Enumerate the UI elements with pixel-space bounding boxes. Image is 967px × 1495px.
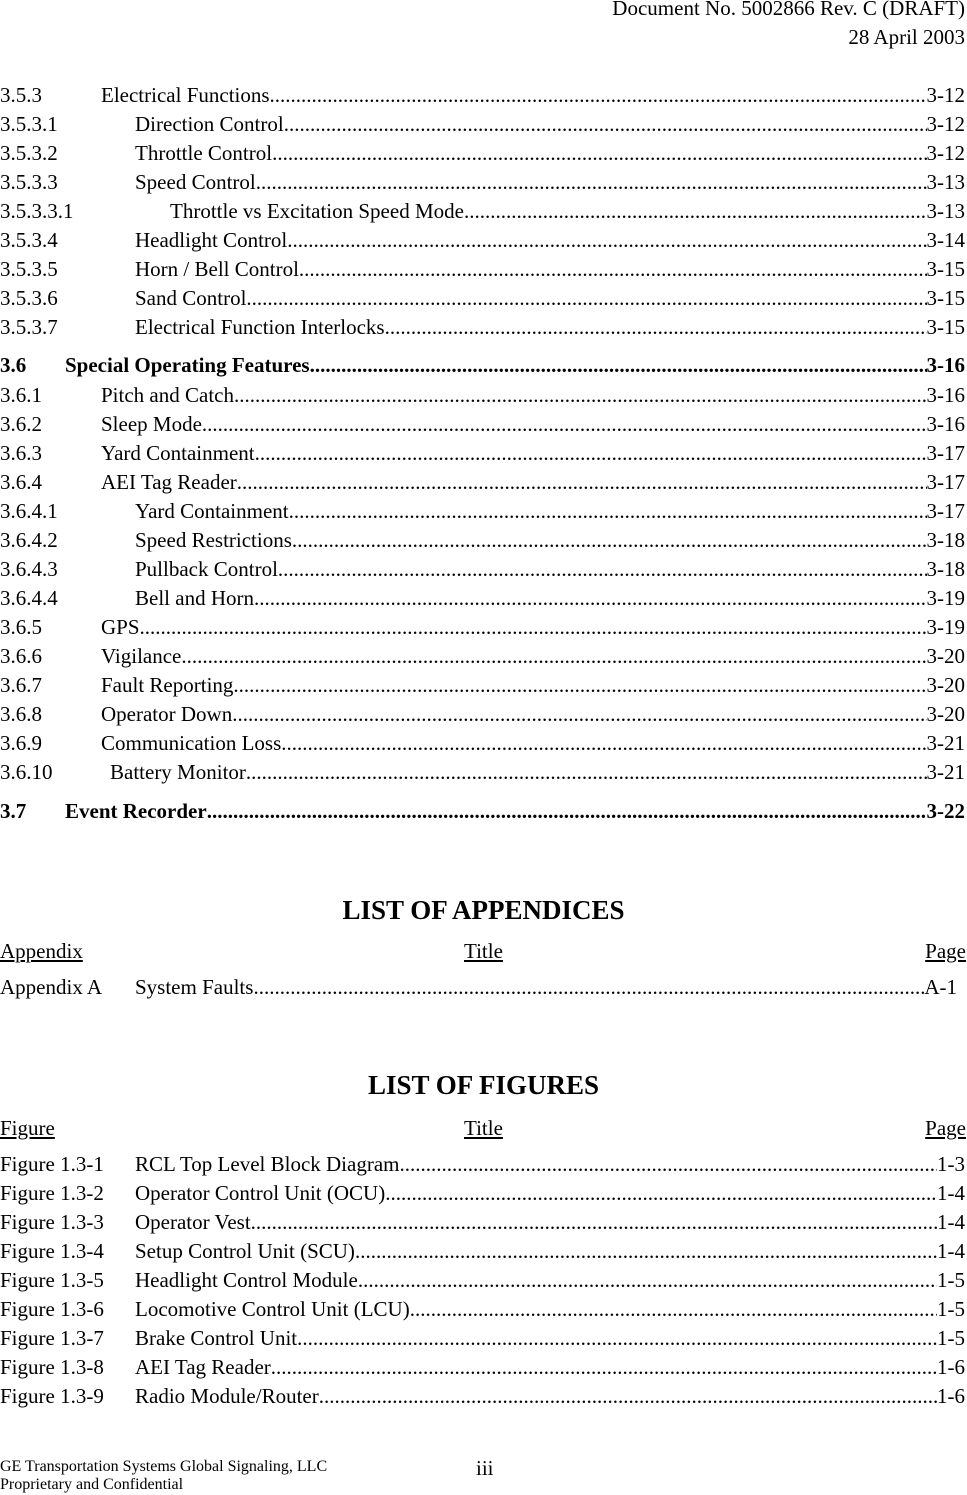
dot-leader bbox=[299, 255, 927, 284]
entry-page: 3-13 bbox=[926, 199, 965, 223]
entry-number: Figure 1.3-7 bbox=[0, 1326, 104, 1350]
toc-entry bbox=[0, 613, 965, 642]
figure-entry bbox=[0, 1353, 965, 1382]
figure-entry bbox=[0, 1150, 965, 1179]
dot-leader bbox=[270, 81, 927, 110]
entry-title: Throttle Control bbox=[135, 141, 273, 165]
dot-leader bbox=[281, 729, 926, 758]
entry-number: 3.5.3.2 bbox=[0, 141, 58, 165]
dot-leader bbox=[399, 1150, 937, 1179]
figures-column-headers bbox=[0, 1114, 966, 1143]
entry-page: 1-6 bbox=[937, 1384, 965, 1408]
toc-entry bbox=[0, 168, 965, 197]
document-number: Document No. 5002866 Rev. C (DRAFT) bbox=[612, 0, 965, 20]
toc-entry bbox=[0, 197, 965, 226]
entry-number: 3.6.9 bbox=[0, 731, 42, 755]
toc-entry bbox=[0, 700, 965, 729]
dot-leader bbox=[278, 555, 927, 584]
entry-number: Figure 1.3-4 bbox=[0, 1239, 104, 1263]
dot-leader bbox=[385, 1179, 937, 1208]
dot-leader bbox=[253, 973, 924, 1002]
entry-title: AEI Tag Reader bbox=[135, 1355, 271, 1379]
entry-page: 3-15 bbox=[926, 286, 965, 310]
entry-title: Fault Reporting bbox=[101, 673, 234, 697]
entry-title: Special Operating Features bbox=[65, 353, 310, 377]
dot-leader bbox=[272, 139, 926, 168]
dot-leader bbox=[319, 1382, 937, 1411]
entry-number: 3.6.1 bbox=[0, 383, 42, 407]
appendices-heading: LIST OF APPENDICES bbox=[342, 895, 625, 925]
dot-leader bbox=[246, 284, 926, 313]
entry-title: Direction Control bbox=[135, 112, 284, 136]
entry-page: 3-14 bbox=[926, 228, 965, 252]
entry-number: 3.5.3.7 bbox=[0, 315, 58, 339]
figure-entry bbox=[0, 1266, 965, 1295]
entry-page: 3-19 bbox=[926, 615, 965, 639]
entry-number: 3.6.6 bbox=[0, 644, 42, 668]
entry-number: Figure 1.3-5 bbox=[0, 1268, 104, 1292]
entry-page: 1-5 bbox=[937, 1268, 965, 1292]
entry-page: 3-15 bbox=[926, 257, 965, 281]
entry-title: System Faults bbox=[135, 975, 254, 999]
dot-leader bbox=[246, 758, 927, 787]
entry-page: 3-17 bbox=[926, 441, 965, 465]
dot-leader bbox=[181, 642, 926, 671]
dot-leader bbox=[202, 410, 927, 439]
figures-heading: LIST OF FIGURES bbox=[367, 1070, 600, 1100]
dot-leader bbox=[271, 1353, 937, 1382]
entry-number: Appendix A bbox=[0, 975, 103, 999]
entry-number: 3.6.4.4 bbox=[0, 586, 58, 610]
entry-number: 3.6.4.3 bbox=[0, 557, 58, 581]
entry-page: 3-20 bbox=[926, 702, 965, 726]
toc-entry bbox=[0, 255, 965, 284]
entry-title: GPS bbox=[101, 615, 140, 639]
toc-entry bbox=[0, 139, 965, 168]
title-column-header: Title bbox=[464, 1116, 503, 1140]
entry-page: 1-4 bbox=[937, 1239, 965, 1263]
entry-page: 3-18 bbox=[926, 557, 965, 581]
figure-entry bbox=[0, 1179, 965, 1208]
entry-number: 3.6.4 bbox=[0, 470, 42, 494]
entry-number: 3.6 bbox=[0, 353, 27, 377]
toc-entry bbox=[0, 797, 965, 826]
entry-number: 3.6.3 bbox=[0, 441, 42, 465]
toc-entry bbox=[0, 526, 965, 555]
document-date: 28 April 2003 bbox=[848, 25, 965, 49]
entry-page: 3-16 bbox=[926, 353, 965, 377]
entry-page: 1-4 bbox=[937, 1181, 965, 1205]
entry-title: Pullback Control bbox=[135, 557, 278, 581]
entry-title: Operator Control Unit (OCU) bbox=[135, 1181, 386, 1205]
page-column-header: Page bbox=[925, 939, 966, 963]
toc-entry bbox=[0, 439, 965, 468]
entry-title: Yard Containment bbox=[135, 499, 289, 523]
footer-company: GE Transportation Systems Global Signaling, LLC bbox=[0, 1458, 328, 1475]
entry-number: 3.5.3.1 bbox=[0, 112, 58, 136]
toc-entry bbox=[0, 110, 965, 139]
entry-title: Sand Control bbox=[135, 286, 247, 310]
entry-page: 3-16 bbox=[926, 383, 965, 407]
entry-page: 3-12 bbox=[926, 83, 965, 107]
entry-page: 3-18 bbox=[926, 528, 965, 552]
entry-number: 3.6.4.2 bbox=[0, 528, 58, 552]
entry-title: Brake Control Unit bbox=[135, 1326, 298, 1350]
entry-number: 3.5.3 bbox=[0, 83, 42, 107]
entry-number: Figure 1.3-9 bbox=[0, 1384, 104, 1408]
dot-leader bbox=[355, 1237, 937, 1266]
toc-entry bbox=[0, 758, 965, 787]
entry-number: 3.6.4.1 bbox=[0, 499, 58, 523]
toc-entry bbox=[0, 584, 965, 613]
toc-entry bbox=[0, 671, 965, 700]
entry-number: Figure 1.3-6 bbox=[0, 1297, 104, 1321]
entry-page: 3-20 bbox=[926, 644, 965, 668]
entry-number: 3.5.3.5 bbox=[0, 257, 58, 281]
dot-leader bbox=[385, 313, 927, 342]
page-column-header: Page bbox=[925, 1116, 966, 1140]
dot-leader bbox=[251, 1208, 937, 1237]
entry-number: Figure 1.3-2 bbox=[0, 1181, 104, 1205]
entry-number: Figure 1.3-1 bbox=[0, 1152, 104, 1176]
entry-number: 3.5.3.6 bbox=[0, 286, 58, 310]
entry-title: Headlight Control Module bbox=[135, 1268, 358, 1292]
figure-entry bbox=[0, 1324, 965, 1353]
entry-number: 3.6.2 bbox=[0, 412, 42, 436]
entry-title: Operator Down bbox=[101, 702, 233, 726]
entry-page: 1-5 bbox=[937, 1297, 965, 1321]
entry-page: 3-12 bbox=[926, 141, 965, 165]
entry-number: 3.6.10 bbox=[0, 760, 53, 784]
entry-page: 3-22 bbox=[926, 799, 965, 823]
dot-leader bbox=[232, 700, 926, 729]
dot-leader bbox=[289, 497, 927, 526]
entry-title: Communication Loss bbox=[101, 731, 282, 755]
entry-title: Event Recorder bbox=[65, 799, 207, 823]
appendix-column-header: Appendix bbox=[0, 939, 83, 963]
dot-leader bbox=[410, 1295, 937, 1324]
dot-leader bbox=[358, 1266, 937, 1295]
toc-entry bbox=[0, 729, 965, 758]
entry-number: 3.6.7 bbox=[0, 673, 42, 697]
toc-entry bbox=[0, 555, 965, 584]
entry-page: A-1 bbox=[924, 975, 957, 999]
entry-title: Electrical Functions bbox=[101, 83, 270, 107]
dot-leader bbox=[207, 797, 927, 826]
title-column-header: Title bbox=[464, 939, 503, 963]
figure-entry bbox=[0, 1295, 965, 1324]
entry-page: 3-12 bbox=[926, 112, 965, 136]
entry-title: RCL Top Level Block Diagram bbox=[135, 1152, 400, 1176]
entry-title: Setup Control Unit (SCU) bbox=[135, 1239, 355, 1263]
entry-number: 3.5.3.3 bbox=[0, 170, 58, 194]
toc-entry bbox=[0, 284, 965, 313]
entry-title: Electrical Function Interlocks bbox=[135, 315, 385, 339]
appendix-entry bbox=[0, 973, 957, 1002]
entry-title: Locomotive Control Unit (LCU) bbox=[135, 1297, 410, 1321]
dot-leader bbox=[310, 351, 927, 380]
entry-page: 3-16 bbox=[926, 412, 965, 436]
dot-leader bbox=[287, 226, 926, 255]
dot-leader bbox=[234, 381, 927, 410]
toc-entry bbox=[0, 642, 965, 671]
entry-title: Horn / Bell Control bbox=[135, 257, 299, 281]
footer-confidential: Proprietary and Confidential bbox=[0, 1476, 184, 1493]
entry-page: 1-4 bbox=[937, 1210, 965, 1234]
entry-title: Bell and Horn bbox=[135, 586, 254, 610]
entry-page: 3-21 bbox=[926, 731, 965, 755]
entry-title: Speed Restrictions bbox=[135, 528, 292, 552]
entry-page: 1-3 bbox=[937, 1152, 965, 1176]
entry-title: Vigilance bbox=[101, 644, 182, 668]
entry-number: 3.6.8 bbox=[0, 702, 42, 726]
dot-leader bbox=[237, 468, 927, 497]
entry-title: AEI Tag Reader bbox=[101, 470, 237, 494]
entry-title: Pitch and Catch bbox=[101, 383, 234, 407]
toc-entry bbox=[0, 381, 965, 410]
entry-number: 3.6.5 bbox=[0, 615, 42, 639]
page-number: iii bbox=[476, 1456, 494, 1480]
entry-page: 1-5 bbox=[937, 1326, 965, 1350]
dot-leader bbox=[255, 439, 927, 468]
entry-number: Figure 1.3-3 bbox=[0, 1210, 104, 1234]
entry-title: Throttle vs Excitation Speed Mode bbox=[170, 199, 464, 223]
entry-page: 3-21 bbox=[926, 760, 965, 784]
toc-entry bbox=[0, 313, 965, 342]
toc-entry bbox=[0, 226, 965, 255]
dot-leader bbox=[233, 671, 926, 700]
dot-leader bbox=[292, 526, 927, 555]
entry-number: 3.7 bbox=[0, 799, 27, 823]
entry-title: Radio Module/Router bbox=[135, 1384, 319, 1408]
toc-entry bbox=[0, 497, 965, 526]
entry-page: 3-20 bbox=[926, 673, 965, 697]
figure-entry bbox=[0, 1382, 965, 1411]
entry-page: 3-19 bbox=[926, 586, 965, 610]
figure-entry bbox=[0, 1237, 965, 1266]
entry-title: Operator Vest bbox=[135, 1210, 251, 1234]
entry-title: Speed Control bbox=[135, 170, 256, 194]
dot-leader bbox=[254, 584, 927, 613]
entry-title: Headlight Control bbox=[135, 228, 288, 252]
entry-number: Figure 1.3-8 bbox=[0, 1355, 104, 1379]
toc-entry bbox=[0, 468, 965, 497]
entry-page: 3-13 bbox=[926, 170, 965, 194]
figure-entry bbox=[0, 1208, 965, 1237]
dot-leader bbox=[464, 197, 927, 226]
appendices-column-headers bbox=[0, 937, 966, 966]
dot-leader bbox=[256, 168, 927, 197]
toc-entry bbox=[0, 410, 965, 439]
toc-entry bbox=[0, 81, 965, 110]
entry-title: Battery Monitor bbox=[110, 760, 246, 784]
entry-page: 1-6 bbox=[937, 1355, 965, 1379]
dot-leader bbox=[297, 1324, 937, 1353]
entry-page: 3-17 bbox=[926, 499, 965, 523]
dot-leader bbox=[140, 613, 927, 642]
entry-title: Yard Containment bbox=[101, 441, 255, 465]
entry-number: 3.5.3.3.1 bbox=[0, 199, 74, 223]
figure-column-header: Figure bbox=[0, 1116, 55, 1140]
entry-title: Sleep Mode bbox=[101, 412, 202, 436]
dot-leader bbox=[284, 110, 927, 139]
entry-number: 3.5.3.4 bbox=[0, 228, 58, 252]
toc-entry bbox=[0, 351, 965, 380]
entry-page: 3-17 bbox=[926, 470, 965, 494]
entry-page: 3-15 bbox=[926, 315, 965, 339]
